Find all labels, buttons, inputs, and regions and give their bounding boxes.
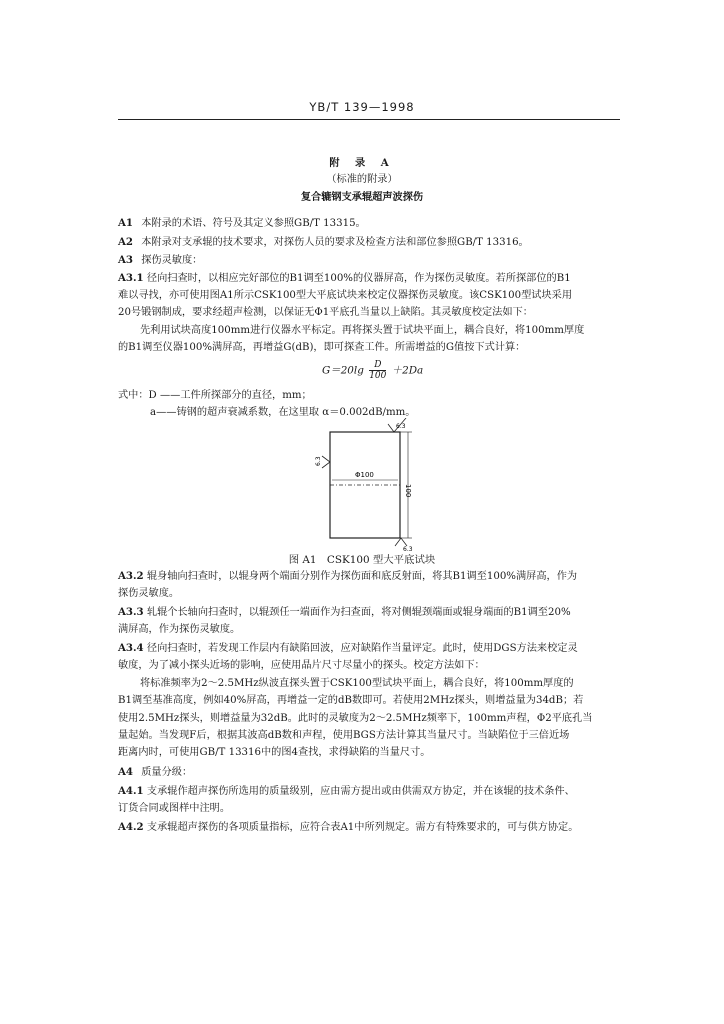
roughness-top-value: 6.3 bbox=[396, 423, 406, 430]
diameter-label: Φ100 bbox=[355, 471, 374, 479]
clause-label: A3.2 bbox=[118, 570, 144, 582]
figure-caption: 图 A1 CSK100 型大平底试块 bbox=[288, 554, 436, 566]
clause-text: B1调至基准高度，例如40%屏高，再增益一定的dB数即可。若使用2MHz探头，则增益量为34dB；若 bbox=[118, 695, 584, 706]
clause-label: A4.2 bbox=[118, 821, 144, 833]
clause-text: 难以寻找，亦可使用图A1所示CSK100型大平底试块来校定仪器探伤灵敏度。该CSK100型试块采用 bbox=[118, 290, 573, 301]
where-line: a——铸钢的超声衰减系数，在这里取 α＝0.002dB/mm。 bbox=[150, 407, 416, 418]
clause-line bbox=[118, 784, 575, 799]
formula-numerator: D bbox=[369, 360, 386, 371]
clause-label: A1 bbox=[118, 217, 133, 229]
clause-line bbox=[118, 605, 571, 620]
clause-label: A4 bbox=[118, 766, 133, 778]
clause-line bbox=[118, 306, 533, 320]
clause-line bbox=[118, 235, 529, 250]
height-label: 100 bbox=[404, 484, 412, 498]
formula-denominator: 100 bbox=[369, 371, 387, 381]
test-block-drawing bbox=[300, 418, 430, 553]
clause-line bbox=[118, 641, 578, 656]
formula-lhs: G＝20lg bbox=[322, 364, 364, 377]
clause-text: 满屏高，作为探伤灵敏度。 bbox=[118, 624, 241, 635]
formula-rhs: ＋2Da bbox=[391, 364, 424, 377]
clause-label: A3.1 bbox=[118, 272, 144, 284]
clause-text: 敏度，为了减小探头近场的影响，应使用晶片尺寸尽量小的探头。校定方法如下： bbox=[118, 660, 485, 671]
clause-line bbox=[118, 820, 578, 835]
clause-line bbox=[118, 341, 525, 355]
clause-text: 本附录的术语、符号及其定义参照GB/T 13315。 bbox=[141, 218, 366, 229]
clause-text: 20号锻钢制成，要求经超声检测，以保证无Φ1平底孔当量以上缺陷。其灵敏度校定法如下： bbox=[118, 307, 533, 318]
clause-line bbox=[118, 802, 230, 816]
clause-line bbox=[140, 677, 574, 691]
clause-line bbox=[118, 271, 571, 286]
clause-text: 支承辊作超声探伤所选用的质量级别，应由需方提出或由供需双方协定，并在该辊的技术条件、 bbox=[146, 786, 575, 797]
clause-text: 径向扫查时，若发现工作层内有缺陷回波，应对缺陷作当量评定。此时，使用DGS方法来校定灵 bbox=[146, 643, 578, 654]
clause-label: A4.1 bbox=[118, 785, 144, 797]
appendix-subtitle: （标准的附录） bbox=[326, 174, 398, 185]
clause-line bbox=[140, 324, 584, 338]
roughness-symbol-left bbox=[322, 456, 330, 468]
appendix-title: 附 录 A bbox=[329, 157, 395, 169]
clause-text: 使用2.5MHz探头，则增益量为32dB。此时的灵敏度为2～2.5MHz频率下，100mm声程，Φ2平底孔当 bbox=[118, 713, 593, 724]
clause-text: 距离内时，可使用GB/T 13316中的图4查找，求得缺陷的当量尺寸。 bbox=[118, 747, 431, 758]
clause-text: 径向扫查时，以相应完好部位的B1调至100%的仪器屏高，作为探伤灵敏度。若所探部位的B1 bbox=[146, 273, 571, 284]
appendix-heading: 复合辘钢支承辊超声波探伤 bbox=[300, 191, 424, 203]
clause-line bbox=[118, 746, 430, 760]
standard-code: YB/T 139—1998 bbox=[309, 100, 415, 114]
roughness-left-value: 6.3 bbox=[315, 456, 322, 466]
clause-label: A3.4 bbox=[118, 642, 144, 654]
gain-formula bbox=[322, 360, 423, 381]
clause-text: 将标准频率为2～2.5MHz纵波直探头置于CSK100型试块平面上，耦合良好，将100mm厚度的 bbox=[140, 678, 574, 689]
clause-line bbox=[118, 712, 592, 726]
clause-line bbox=[118, 587, 179, 601]
clause-text: 本附录对支承辊的技术要求，对探伤人员的要求及检查方法和部位参照GB/T 13316。 bbox=[141, 237, 529, 248]
clause-line bbox=[118, 569, 577, 584]
clause-line bbox=[118, 623, 240, 637]
clause-text: 支承辊超声探伤的各项质量指标，应符合表A1中所列规定。需方有特殊要求的，可与供方协定。 bbox=[146, 822, 579, 833]
clause-line bbox=[118, 289, 572, 303]
clause-text: 质量分级： bbox=[141, 767, 193, 778]
clause-text: 量起始。当发现F后，根据其波高dB数和声程，使用BGS方法计算其当量尺寸。当缺陷位于三倍近场 bbox=[118, 730, 570, 741]
clause-text: 订货合同或图样中注明。 bbox=[118, 803, 231, 814]
clause-label: A3 bbox=[118, 254, 133, 266]
clause-text: 轧辊个长轴向扫查时，以辊颈任一端面作为扫查面，将对侧辊颈端面或辊身端面的B1调至20% bbox=[146, 607, 571, 618]
roughness-bottom-value: 6.3 bbox=[403, 546, 413, 553]
clause-label: A2 bbox=[118, 236, 133, 248]
clause-text: 的B1调至仪器100%满屏高，再增益G(dB)，即可探查工件。所需增益的G值按下式计算： bbox=[118, 342, 526, 353]
header-rule bbox=[118, 119, 620, 120]
clause-line bbox=[118, 253, 202, 268]
clause-line bbox=[118, 659, 485, 673]
clause-text: 探伤灵敏度。 bbox=[118, 588, 180, 599]
clause-text: 探伤灵敏度： bbox=[141, 255, 203, 266]
clause-line bbox=[118, 765, 192, 780]
clause-line bbox=[118, 729, 569, 743]
where-line: 式中：D ——工件所探部分的直径，mm； bbox=[118, 390, 312, 401]
clause-label: A3.3 bbox=[118, 606, 144, 618]
clause-line bbox=[118, 216, 366, 231]
clause-text: 先利用试块高度100mm进行仪器水平标定。再将探头置于试块平面上，耦合良好，将100mm厚度 bbox=[140, 325, 585, 336]
roughness-symbol-bottom bbox=[395, 538, 407, 546]
clause-text: 辊身轴向扫查时，以辊身两个端面分别作为探伤面和底反射面，将其B1调至100%满屏高，作为 bbox=[146, 571, 578, 582]
formula-fraction bbox=[369, 360, 386, 381]
clause-line bbox=[118, 694, 583, 708]
